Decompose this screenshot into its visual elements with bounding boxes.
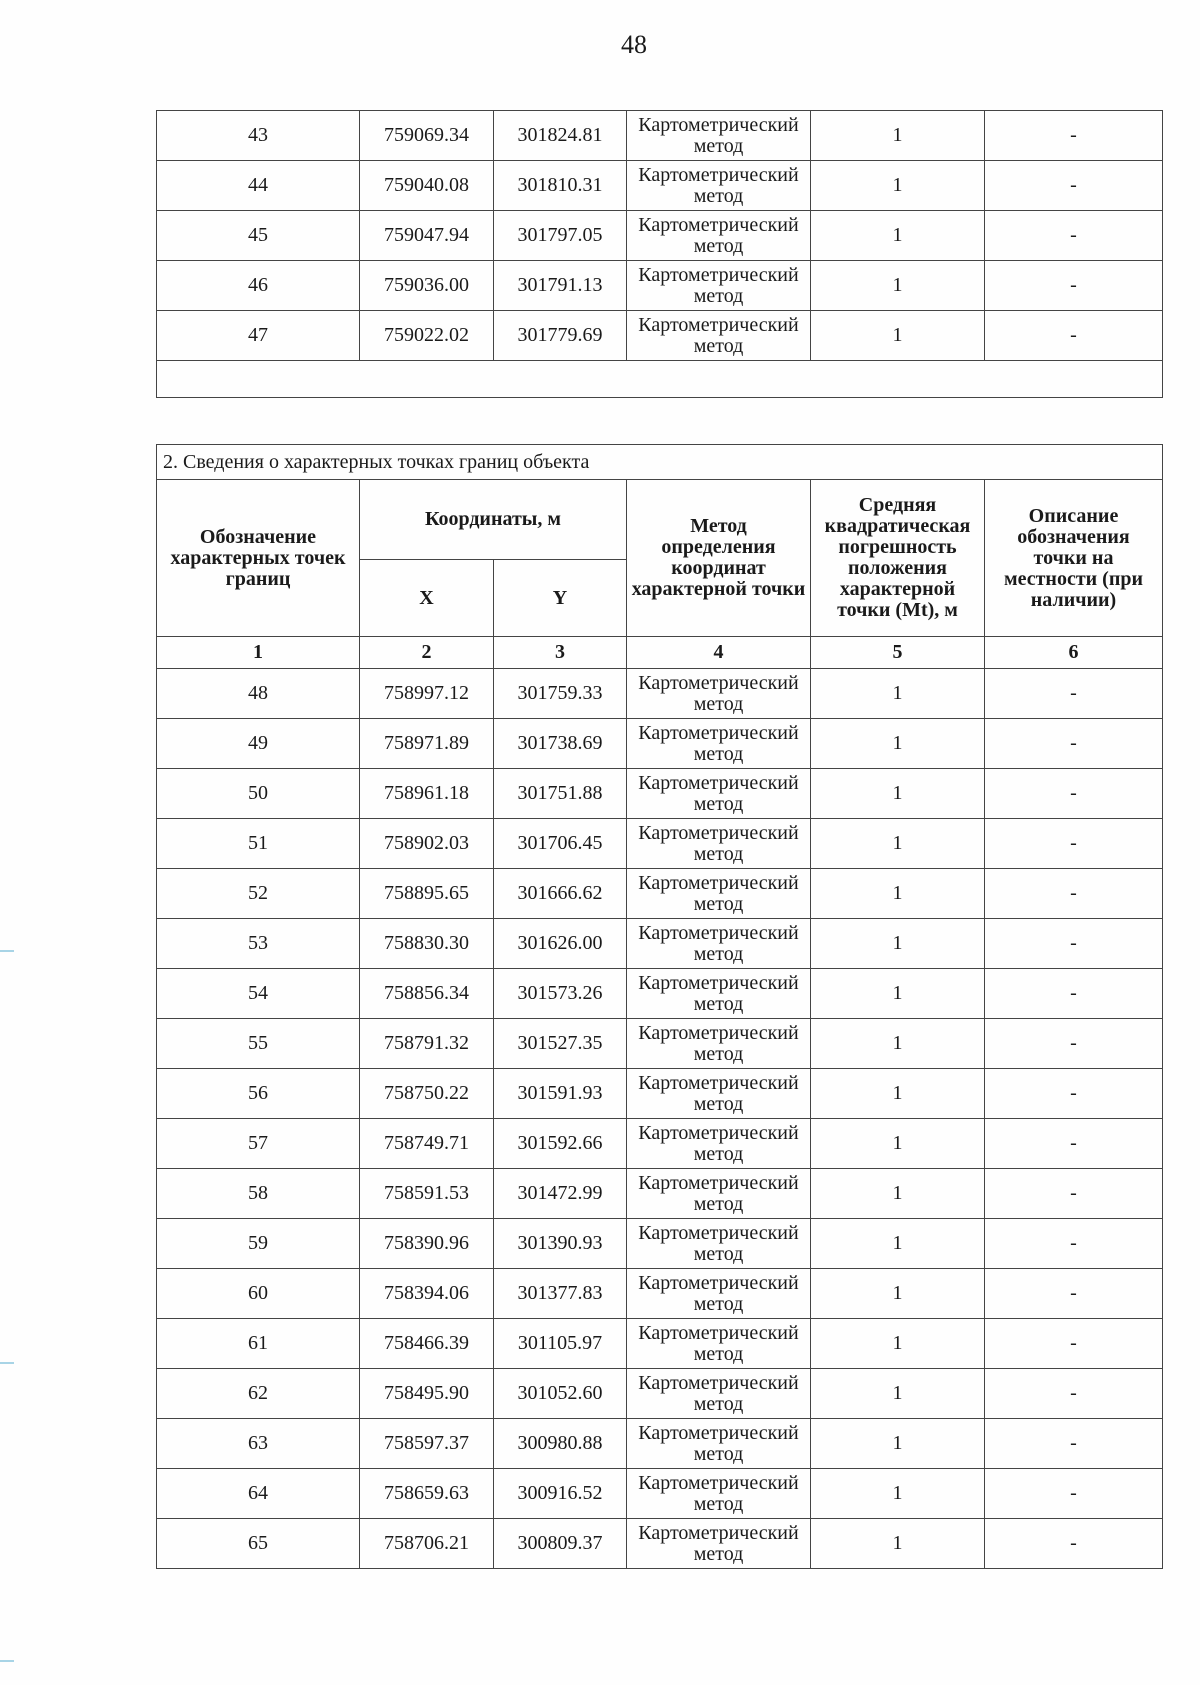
method-text: метод <box>693 1392 744 1415</box>
point-number-cell: 50 <box>157 769 360 819</box>
mean-error-cell: 1 <box>811 261 985 311</box>
table-row <box>157 211 1163 261</box>
column-number: 5 <box>811 637 985 669</box>
method-cell <box>627 1269 811 1319</box>
y-coordinate-cell: 301626.00 <box>494 919 627 969</box>
mean-error-cell: 1 <box>811 1269 985 1319</box>
method-cell <box>627 1019 811 1069</box>
mean-error-cell: 1 <box>811 719 985 769</box>
method-text: Картометрический <box>638 1121 799 1144</box>
point-number-cell: 45 <box>157 211 360 261</box>
method-cell <box>627 869 811 919</box>
y-coordinate-cell: 301105.97 <box>494 1319 627 1369</box>
y-coordinate-cell: 301592.66 <box>494 1119 627 1169</box>
method-text: метод <box>693 692 744 715</box>
method-text: метод <box>693 1492 744 1515</box>
y-coordinate-cell: 300916.52 <box>494 1469 627 1519</box>
point-number-cell: 62 <box>157 1369 360 1419</box>
mean-error-cell: 1 <box>811 1219 985 1269</box>
mean-error-cell: 1 <box>811 1519 985 1569</box>
method-text: метод <box>693 742 744 765</box>
point-number-cell: 64 <box>157 1469 360 1519</box>
empty-cell <box>157 361 1163 398</box>
x-coordinate-cell: 759040.08 <box>360 161 494 211</box>
description-cell: - <box>985 261 1163 311</box>
mean-error-cell: 1 <box>811 311 985 361</box>
mean-error-cell: 1 <box>811 969 985 1019</box>
method-text: Картометрический <box>638 1021 799 1044</box>
description-cell: - <box>985 919 1163 969</box>
mean-error-cell: 1 <box>811 211 985 261</box>
x-coordinate-cell: 758390.96 <box>360 1219 494 1269</box>
description-cell: - <box>985 1469 1163 1519</box>
table-row <box>157 261 1163 311</box>
y-coordinate-cell: 301591.93 <box>494 1069 627 1119</box>
empty-row <box>157 361 1163 398</box>
x-coordinate-cell: 758495.90 <box>360 1369 494 1419</box>
table-row <box>157 311 1163 361</box>
method-cell <box>627 311 811 361</box>
method-text: Картометрический <box>638 921 799 944</box>
point-number-cell: 49 <box>157 719 360 769</box>
table-row <box>157 969 1163 1019</box>
method-cell <box>627 1069 811 1119</box>
method-cell <box>627 819 811 869</box>
method-cell <box>627 1369 811 1419</box>
point-number-cell: 57 <box>157 1119 360 1169</box>
y-coordinate-cell: 301706.45 <box>494 819 627 869</box>
point-number-cell: 58 <box>157 1169 360 1219</box>
method-text: метод <box>693 234 744 257</box>
method-text: метод <box>693 1142 744 1165</box>
y-coordinate-cell: 301377.83 <box>494 1269 627 1319</box>
description-cell: - <box>985 669 1163 719</box>
method-text: метод <box>693 892 744 915</box>
continuation-table <box>156 110 1163 398</box>
table-row <box>157 769 1163 819</box>
method-text: Картометрический <box>638 821 799 844</box>
continuation-table-body <box>157 111 1163 398</box>
y-coordinate-cell: 301791.13 <box>494 261 627 311</box>
x-coordinate-cell: 759036.00 <box>360 261 494 311</box>
y-coordinate-cell: 301052.60 <box>494 1369 627 1419</box>
method-text: Картометрический <box>638 1421 799 1444</box>
method-text: Картометрический <box>638 263 799 286</box>
table-row <box>157 1119 1163 1169</box>
x-coordinate-cell: 758791.32 <box>360 1019 494 1069</box>
method-text: Картометрический <box>638 1221 799 1244</box>
method-text: метод <box>693 284 744 307</box>
mean-error-cell: 1 <box>811 1119 985 1169</box>
header-description: Описание обозначения точки на местности (при наличии) <box>985 480 1163 637</box>
x-coordinate-cell: 758466.39 <box>360 1319 494 1369</box>
point-number-cell: 55 <box>157 1019 360 1069</box>
x-coordinate-cell: 759069.34 <box>360 111 494 161</box>
y-coordinate-cell: 301759.33 <box>494 669 627 719</box>
method-text: метод <box>693 992 744 1015</box>
x-coordinate-cell: 759047.94 <box>360 211 494 261</box>
table-row <box>157 1019 1163 1069</box>
method-text: Картометрический <box>638 163 799 186</box>
method-text: метод <box>693 134 744 157</box>
x-coordinate-cell: 758830.30 <box>360 919 494 969</box>
method-text: метод <box>693 792 744 815</box>
mean-error-cell: 1 <box>811 1019 985 1069</box>
method-cell <box>627 719 811 769</box>
description-cell: - <box>985 1369 1163 1419</box>
x-coordinate-cell: 758856.34 <box>360 969 494 1019</box>
mean-error-cell: 1 <box>811 869 985 919</box>
method-text: метод <box>693 1342 744 1365</box>
y-coordinate-cell: 301738.69 <box>494 719 627 769</box>
point-number-cell: 47 <box>157 311 360 361</box>
header-method: Метод определения координат характерной точки <box>627 480 811 637</box>
table-row <box>157 1069 1163 1119</box>
table-row <box>157 1169 1163 1219</box>
header-y: Y <box>494 560 627 637</box>
section-title-row <box>157 445 1163 480</box>
y-coordinate-cell: 301824.81 <box>494 111 627 161</box>
description-cell: - <box>985 111 1163 161</box>
mean-error-cell: 1 <box>811 1169 985 1219</box>
method-cell <box>627 1519 811 1569</box>
table-row <box>157 819 1163 869</box>
x-coordinate-cell: 758597.37 <box>360 1419 494 1469</box>
point-number-cell: 52 <box>157 869 360 919</box>
method-text: Картометрический <box>638 1371 799 1394</box>
method-cell <box>627 969 811 1019</box>
description-cell: - <box>985 869 1163 919</box>
y-coordinate-cell: 301472.99 <box>494 1169 627 1219</box>
y-coordinate-cell: 300809.37 <box>494 1519 627 1569</box>
scan-mark <box>0 950 14 952</box>
method-text: Картометрический <box>638 113 799 136</box>
method-text: метод <box>693 1542 744 1565</box>
column-number: 3 <box>494 637 627 669</box>
description-cell: - <box>985 769 1163 819</box>
point-number-cell: 48 <box>157 669 360 719</box>
description-cell: - <box>985 211 1163 261</box>
x-coordinate-cell: 758971.89 <box>360 719 494 769</box>
description-cell: - <box>985 311 1163 361</box>
point-number-cell: 54 <box>157 969 360 1019</box>
header-point-designation: Обозначение характерных точек границ <box>157 480 360 637</box>
description-cell: - <box>985 1269 1163 1319</box>
point-number-cell: 56 <box>157 1069 360 1119</box>
description-cell: - <box>985 1169 1163 1219</box>
x-coordinate-cell: 758749.71 <box>360 1119 494 1169</box>
mean-error-cell: 1 <box>811 111 985 161</box>
point-number-cell: 63 <box>157 1419 360 1469</box>
table-row <box>157 1469 1163 1519</box>
table-row <box>157 669 1163 719</box>
description-cell: - <box>985 1319 1163 1369</box>
description-cell: - <box>985 1519 1163 1569</box>
description-cell: - <box>985 969 1163 1019</box>
method-text: Картометрический <box>638 671 799 694</box>
description-cell: - <box>985 719 1163 769</box>
column-number: 6 <box>985 637 1163 669</box>
y-coordinate-cell: 301797.05 <box>494 211 627 261</box>
description-cell: - <box>985 1219 1163 1269</box>
table-row <box>157 1219 1163 1269</box>
method-cell <box>627 1469 811 1519</box>
point-number-cell: 59 <box>157 1219 360 1269</box>
method-text: Картометрический <box>638 1521 799 1544</box>
point-number-cell: 43 <box>157 111 360 161</box>
y-coordinate-cell: 301573.26 <box>494 969 627 1019</box>
method-text: Картометрический <box>638 313 799 336</box>
mean-error-cell: 1 <box>811 1319 985 1369</box>
mean-error-cell: 1 <box>811 1419 985 1469</box>
x-coordinate-cell: 758997.12 <box>360 669 494 719</box>
x-coordinate-cell: 759022.02 <box>360 311 494 361</box>
description-cell: - <box>985 819 1163 869</box>
x-coordinate-cell: 758706.21 <box>360 1519 494 1569</box>
method-text: Картометрический <box>638 971 799 994</box>
method-cell <box>627 111 811 161</box>
method-cell <box>627 1319 811 1369</box>
table-row <box>157 1419 1163 1469</box>
description-cell: - <box>985 161 1163 211</box>
point-number-cell: 51 <box>157 819 360 869</box>
method-text: метод <box>693 1242 744 1265</box>
description-cell: - <box>985 1419 1163 1469</box>
column-number: 4 <box>627 637 811 669</box>
table-row <box>157 161 1163 211</box>
method-text: метод <box>693 942 744 965</box>
method-text: метод <box>693 842 744 865</box>
header-coordinates: Координаты, м <box>360 480 627 560</box>
method-text: метод <box>693 334 744 357</box>
x-coordinate-cell: 758591.53 <box>360 1169 494 1219</box>
method-text: Картометрический <box>638 1271 799 1294</box>
method-cell <box>627 211 811 261</box>
method-text: метод <box>693 184 744 207</box>
y-coordinate-cell: 301810.31 <box>494 161 627 211</box>
point-number-cell: 46 <box>157 261 360 311</box>
method-cell <box>627 1419 811 1469</box>
method-cell <box>627 261 811 311</box>
y-coordinate-cell: 301527.35 <box>494 1019 627 1069</box>
method-cell <box>627 919 811 969</box>
table-row <box>157 719 1163 769</box>
section-title: 2. Сведения о характерных точках границ объекта <box>157 445 1163 480</box>
x-coordinate-cell: 758961.18 <box>360 769 494 819</box>
y-coordinate-cell: 301751.88 <box>494 769 627 819</box>
method-cell <box>627 1119 811 1169</box>
boundary-points-table <box>156 444 1163 1569</box>
scan-mark <box>0 1660 14 1662</box>
table-row <box>157 919 1163 969</box>
x-coordinate-cell: 758902.03 <box>360 819 494 869</box>
point-number-cell: 53 <box>157 919 360 969</box>
y-coordinate-cell: 301390.93 <box>494 1219 627 1269</box>
boundary-points-table-body <box>157 445 1163 1569</box>
method-cell <box>627 161 811 211</box>
table-row <box>157 1369 1163 1419</box>
column-number: 1 <box>157 637 360 669</box>
mean-error-cell: 1 <box>811 1469 985 1519</box>
page-number: 48 <box>621 30 647 59</box>
mean-error-cell: 1 <box>811 1369 985 1419</box>
column-number: 2 <box>360 637 494 669</box>
point-number-cell: 65 <box>157 1519 360 1569</box>
method-cell <box>627 1219 811 1269</box>
point-number-cell: 60 <box>157 1269 360 1319</box>
mean-error-cell: 1 <box>811 819 985 869</box>
method-text: метод <box>693 1042 744 1065</box>
point-number-cell: 61 <box>157 1319 360 1369</box>
table-row <box>157 111 1163 161</box>
x-coordinate-cell: 758895.65 <box>360 869 494 919</box>
header-mean-error: Средняя квадратическая погрешность положения характерной точки (Mt), м <box>811 480 985 637</box>
y-coordinate-cell: 301666.62 <box>494 869 627 919</box>
table-row <box>157 1319 1163 1369</box>
method-text: Картометрический <box>638 1071 799 1094</box>
header-x: X <box>360 560 494 637</box>
method-text: Картометрический <box>638 871 799 894</box>
x-coordinate-cell: 758394.06 <box>360 1269 494 1319</box>
method-text: Картометрический <box>638 1171 799 1194</box>
method-text: метод <box>693 1192 744 1215</box>
table-row <box>157 1519 1163 1569</box>
mean-error-cell: 1 <box>811 161 985 211</box>
table-row <box>157 1269 1163 1319</box>
mean-error-cell: 1 <box>811 769 985 819</box>
x-coordinate-cell: 758659.63 <box>360 1469 494 1519</box>
method-text: метод <box>693 1092 744 1115</box>
method-text: Картометрический <box>638 213 799 236</box>
header-row <box>157 480 1163 560</box>
method-text: метод <box>693 1292 744 1315</box>
y-coordinate-cell: 301779.69 <box>494 311 627 361</box>
method-text: метод <box>693 1442 744 1465</box>
x-coordinate-cell: 758750.22 <box>360 1069 494 1119</box>
mean-error-cell: 1 <box>811 1069 985 1119</box>
method-cell <box>627 769 811 819</box>
point-number-cell: 44 <box>157 161 360 211</box>
method-text: Картометрический <box>638 1471 799 1494</box>
mean-error-cell: 1 <box>811 669 985 719</box>
method-text: Картометрический <box>638 721 799 744</box>
description-cell: - <box>985 1069 1163 1119</box>
description-cell: - <box>985 1119 1163 1169</box>
scan-mark <box>0 1362 14 1364</box>
method-cell <box>627 669 811 719</box>
description-cell: - <box>985 1019 1163 1069</box>
table-row <box>157 869 1163 919</box>
method-text: Картометрический <box>638 771 799 794</box>
method-cell <box>627 1169 811 1219</box>
method-text: Картометрический <box>638 1321 799 1344</box>
y-coordinate-cell: 300980.88 <box>494 1419 627 1469</box>
column-numbers-row <box>157 637 1163 669</box>
mean-error-cell: 1 <box>811 919 985 969</box>
